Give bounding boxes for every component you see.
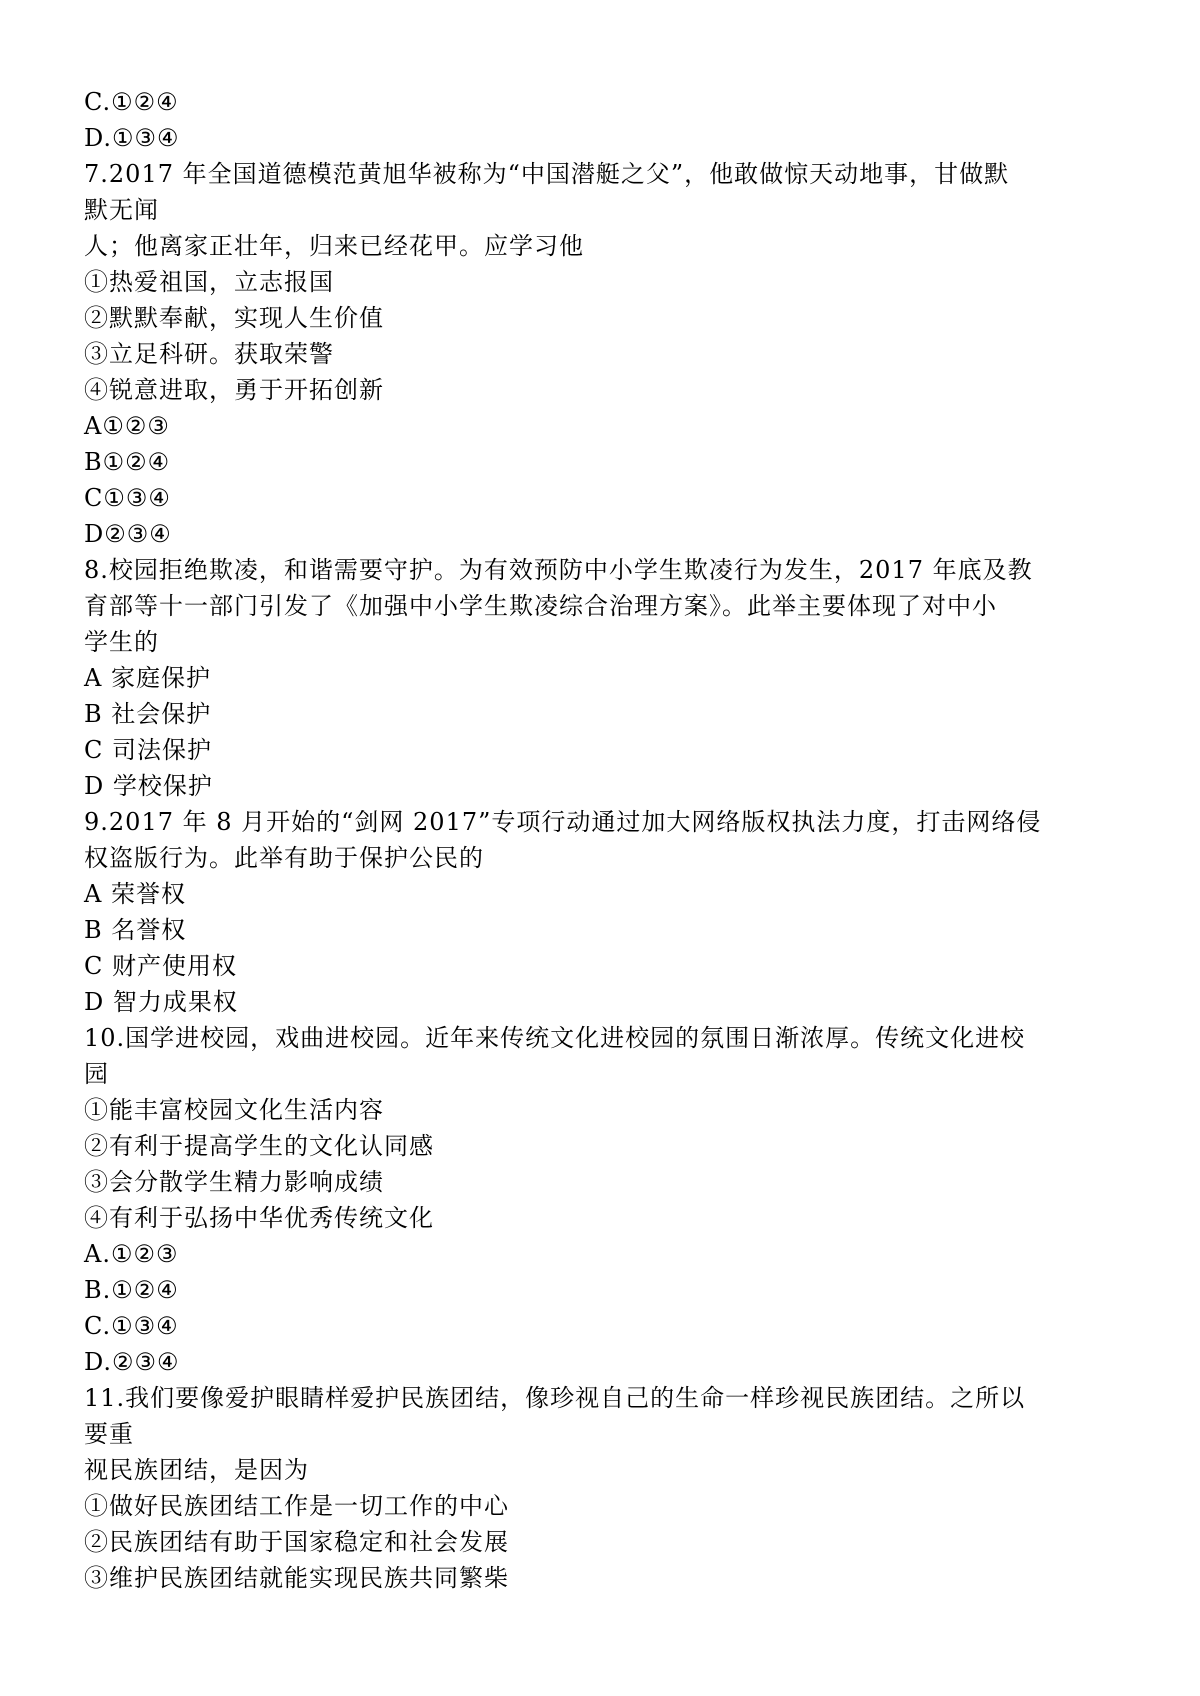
statement-line: ①能丰富校园文化生活内容 xyxy=(84,1096,384,1124)
statement-line: ②默默奉献，实现人生价值 xyxy=(84,304,384,332)
statement-line: ③会分散学生精力影响成绩 xyxy=(84,1168,384,1196)
question-10-stem: 10.国学进校园，戏曲进校园。近年来传统文化进校园的氛围日渐浓厚。传统文化进校 xyxy=(84,1024,1026,1052)
question-11-stem: 视民族团结，是因为 xyxy=(84,1456,309,1484)
option-line: C①③④ xyxy=(84,484,171,512)
statement-line: ④有利于弘扬中华优秀传统文化 xyxy=(84,1204,434,1232)
statement-line: ①热爱祖国，立志报国 xyxy=(84,268,334,296)
question-7-stem: 默无闻 xyxy=(84,196,159,224)
option-line: A.①②③ xyxy=(84,1240,179,1268)
option-line: B①②④ xyxy=(84,448,171,476)
statement-line: ②有利于提高学生的文化认同感 xyxy=(84,1132,434,1160)
option-line: A 家庭保护 xyxy=(84,664,211,692)
option-line: C.①③④ xyxy=(84,1312,179,1340)
question-11-stem: 11.我们要像爱护眼睛样爱护民族团结，像珍视自己的生命一样珍视民族团结。之所以 xyxy=(84,1384,1026,1412)
statement-line: ④锐意进取，勇于开拓创新 xyxy=(84,376,384,404)
statement-line: ③维护民族团结就能实现民族共同繁柴 xyxy=(84,1564,509,1592)
question-8-stem: 8.校园拒绝欺凌，和谐需要守护。为有效预防中小学生欺凌行为发生，2017 年底及教 xyxy=(84,556,1033,584)
option-line: C.①②④ xyxy=(84,88,179,116)
option-line: B.①②④ xyxy=(84,1276,179,1304)
question-11-stem: 要重 xyxy=(84,1420,134,1448)
question-10-stem: 园 xyxy=(84,1060,109,1088)
question-8-stem: 学生的 xyxy=(84,628,159,656)
option-line: D.②③④ xyxy=(84,1348,180,1376)
option-line: D②③④ xyxy=(84,520,172,548)
question-7-stem: 7.2017 年全国道德模范黄旭华被称为“中国潜艇之父”，他敢做惊天动地事，甘做默 xyxy=(84,160,1010,188)
document-page xyxy=(84,84,1134,1596)
option-line: C 财产使用权 xyxy=(84,952,237,980)
option-line: C 司法保护 xyxy=(84,736,212,764)
statement-line: ③立足科研。获取荣警 xyxy=(84,340,334,368)
option-line: A①②③ xyxy=(84,412,170,440)
option-line: A 荣誉权 xyxy=(84,880,186,908)
option-line: D.①③④ xyxy=(84,124,180,152)
statement-line: ①做好民族团结工作是一切工作的中心 xyxy=(84,1492,509,1520)
question-9-stem: 9.2017 年 8 月开始的“剑网 2017”专项行动通过加大网络版权执法力度，打击网络侵 xyxy=(84,808,1042,836)
statement-line: ②民族团结有助于国家稳定和社会发展 xyxy=(84,1528,509,1556)
question-7-stem: 人；他离家正壮年，归来已经花甲。应学习他 xyxy=(84,232,584,260)
option-line: D 学校保护 xyxy=(84,772,213,800)
question-9-stem: 权盗版行为。此举有助于保护公民的 xyxy=(84,844,484,872)
option-line: B 社会保护 xyxy=(84,700,212,728)
option-line: D 智力成果权 xyxy=(84,988,238,1016)
option-line: B 名誉权 xyxy=(84,916,187,944)
question-8-stem: 育部等十一部门引发了《加强中小学生欺凌综合治理方案》。此举主要体现了对中小 xyxy=(84,592,997,620)
